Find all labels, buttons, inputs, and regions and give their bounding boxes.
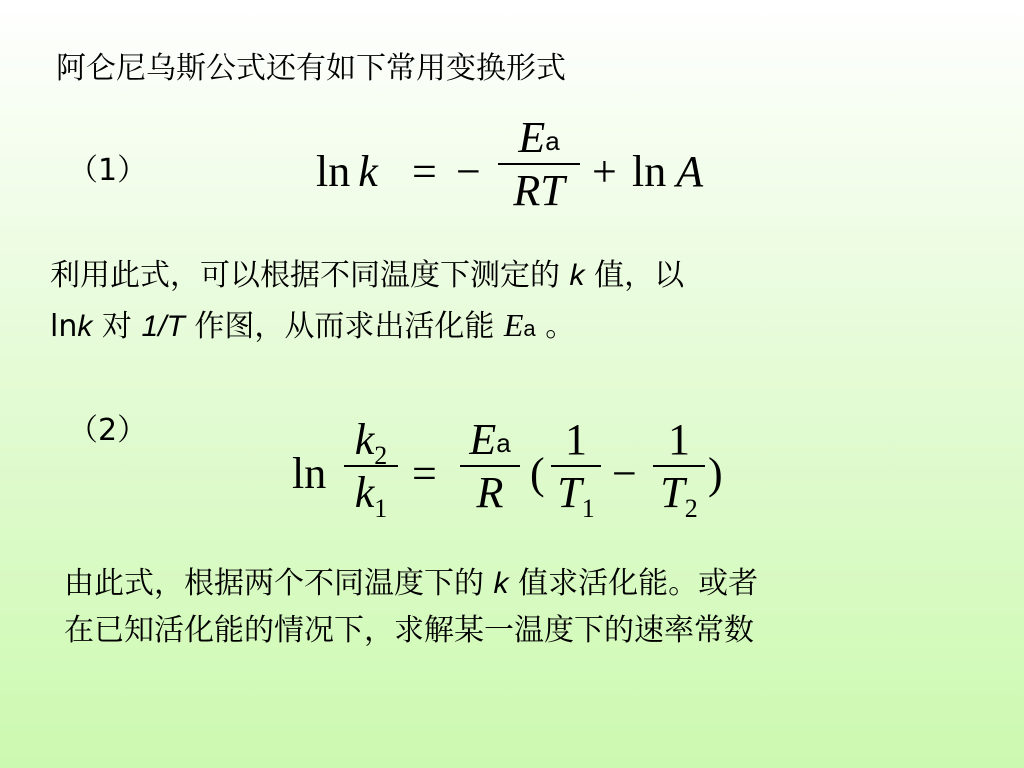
desc1-k: k (569, 259, 585, 292)
eq2-R: R (476, 468, 504, 517)
eq1-plus: + (592, 147, 617, 196)
desc2-line2: 在已知活化能的情况下，求解某一温度下的速率常数 (64, 613, 754, 648)
intro-text: 阿仑尼乌斯公式还有如下常用变换形式 (56, 51, 566, 86)
desc2-line1: 由此式，根据两个不同温度下的 k 值求活化能。或者 (64, 566, 759, 601)
eq2-rparen: ) (708, 449, 723, 498)
eq1-lhs (316, 146, 378, 197)
eq1-A: A (676, 147, 704, 196)
formula-label-2: （2） (68, 413, 148, 448)
eq2-T1-fraction (550, 414, 602, 523)
desc2-k: k (493, 567, 509, 600)
eq1-ln: ln (316, 147, 351, 196)
eq1-rhs (632, 146, 703, 197)
desc1-line1: 利用此式，可以根据不同温度下测定的 k 值，以 (50, 258, 685, 293)
eq1-numerator (518, 112, 559, 163)
eq1-fraction (496, 112, 582, 216)
eq2-ln: ln (292, 449, 327, 498)
eq2-minus: − (612, 449, 637, 498)
eq1-num-E: E (518, 113, 546, 162)
desc1-line2: lnk 对 1/T 作图，从而求出活化能 Ea 。 (50, 307, 576, 344)
desc1-Ea-E: E (503, 307, 524, 343)
formula-label-1: （1） (68, 153, 148, 188)
eq2-T2: $T_2$ (660, 468, 698, 523)
eq2-one-1: 1 (565, 415, 587, 464)
eq2-k-fraction (342, 414, 400, 523)
eq2-lparen: ( (530, 449, 545, 498)
desc1-lnk-k: k (77, 310, 93, 343)
eq1-denominator: RT (513, 166, 565, 215)
eq2-k2: $k_2$ (354, 415, 388, 470)
desc1-inv-T: 1/T (141, 310, 185, 343)
eq1-k: k (358, 147, 378, 196)
eq1-equals: = (412, 147, 437, 196)
eq1-ln2: ln (632, 147, 667, 196)
eq2-T1: $T_1$ (557, 468, 595, 523)
eq1-minus: − (456, 147, 481, 196)
eq2-k1: $k_1$ (354, 468, 388, 523)
desc1-Ea-a: a (523, 316, 536, 341)
eq2-T2-fraction (652, 414, 706, 523)
eq2-E-fraction (458, 414, 522, 518)
eq1-num-a: a (545, 126, 560, 156)
eq2-one-2: 1 (668, 415, 690, 464)
eq2-equals: = (412, 449, 437, 498)
eq2-Ea: Ea (469, 415, 511, 464)
